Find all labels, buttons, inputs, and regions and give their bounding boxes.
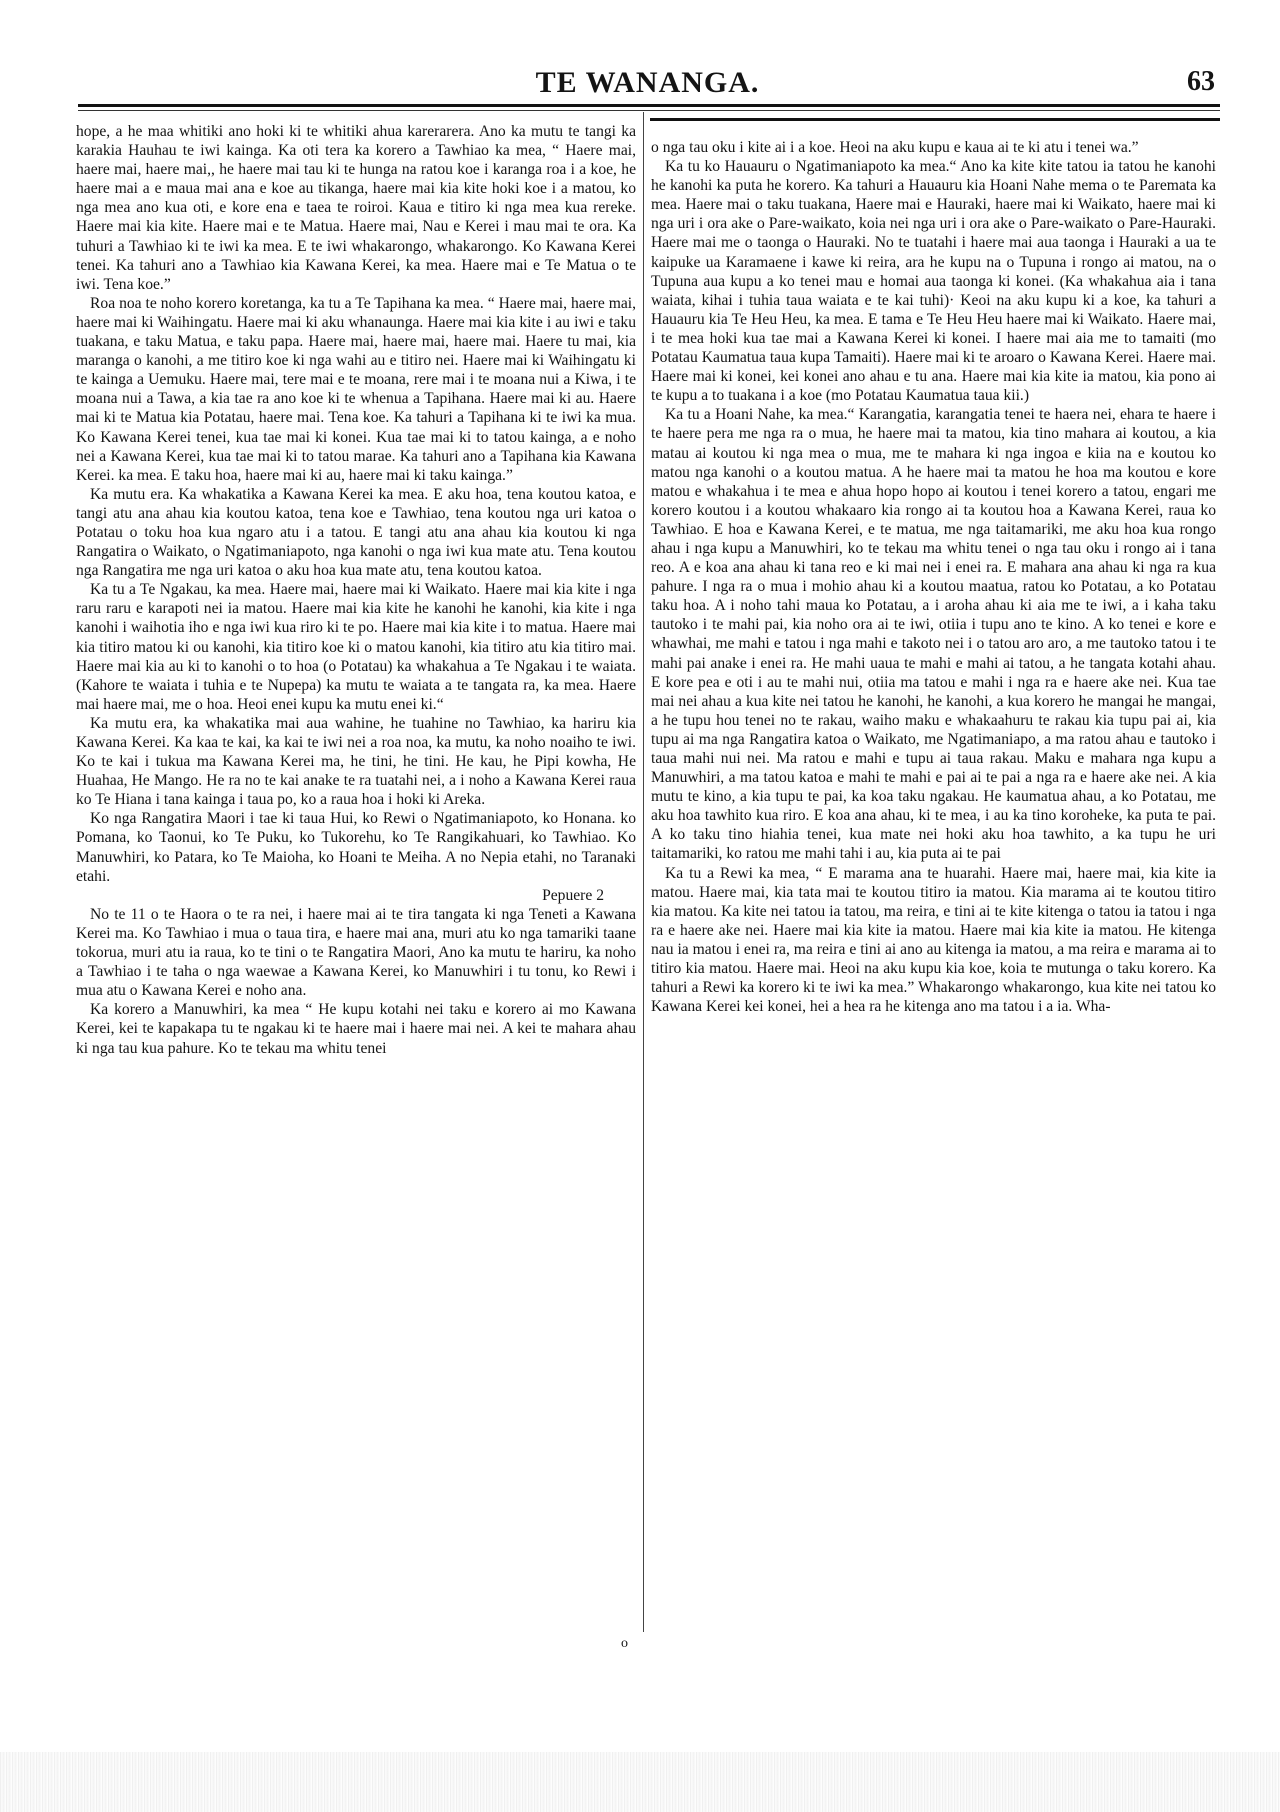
paragraph: Ka tu a Te Ngakau, ka mea. Haere mai, haere mai ki Waikato. Haere mai kia kite i nga raru raru e karapoti nei ia matou. Haere mai kia kite he kanohi he kanohi, kia kite i nga kanohi i waihotia iho e nga iwi kua riro ki te po. Haere mai kia kite i to matua. Haere mai kia titiro matou ki ou kanohi, kia titiro koe ki o matou kanohi, kia titiro atu kia titiro mai. Haere mai kia au ki to kanohi o to hoa (o Potatau) ka whakahua a Te Ngakau i te waiata. (Kahore te waiata i tuhia e te Nupepa) ka mutu te waiata a te tangata ra, ka mea. Haere mai haere mai, me o hoa. Heoi enei kupu ka mutu enei ki.“ [76, 581, 636, 713]
scan-noise-strip [0, 1752, 1280, 1812]
header-rule-thin [78, 110, 1220, 111]
paragraph: Ko nga Rangatira Maori i tae ki taua Hui, ko Rewi o Ngatimaniapoto, ko Honana. ko Pomana, ko Taonui, ko Te Puku, ko Tukorehu, ko Te Rangikahuari, ko Tawhiao. Ko Manuwhiri, ko Patara, ko Te Maioha, ko Hoani te Meiha. A no Nepia etahi, no Taranaki etahi. [76, 810, 636, 885]
dateline: Pepuere 2 [542, 886, 604, 904]
paragraph: hope, a he maa whitiki ano hoki ki te whitiki ahua karerarera. Ano ka mutu te tangi ka karakia Hauhau te iwi kainga. Ka oti tera ka korero a Tawhiao ka mea, “ Haere mai, haere mai, haere mai,, he haere mai tau ki te hunga na ratou koe i karanga roa i a koe, he haere mai a e maua mai ana e koe au tikanga, haere mai kia kite hoki koe i a matou, ko nga mea ano kua oti, e kore ena e taea te roiroi. Kaua e titiro ki nga mea kua rereke. Haere mai kia kite. Haere mai e te Matua. Haere mai, Nau e Kerei i mau mai te ora. Ka tuhuri a Tawhiao ki te iwi ka mea. E te iwi whakarongo, whakarongo. Ko Kawana Kerei tenei. Ka tahuri ano a Tawhiao kia Kawana Kerei, ka mea. Haere mai e Te Matua o te iwi. Tena koe.” [76, 123, 636, 293]
footer-mark: o [621, 1636, 628, 1651]
paragraph: o nga tau oku i kite ai i a koe. Heoi na aku kupu e kaua ai te ki atu i tenei wa.” [651, 139, 1139, 156]
paragraph: Ka korero a Manuwhiri, ka mea “ He kupu kotahi nei taku e korero ai mo Kawana Kerei, kei te kapakapa tu te ngakau ki te haere mai i haere mai nei. A kei te mahara ahau ki nga tau kua pahure. Ko te tekau ma whitu tenei [76, 1001, 636, 1057]
paragraph: Ka tu a Rewi ka mea, “ E marama ana te huarahi. Haere mai, haere mai, kia kite ia matou. Haere mai, kia tata mai te koutou titiro ia matou. Kia marama ai te koutou titiro kia matou. Ka kite nei tatou ia tatou, ma reira, e tini ai te kite kitenga o tatou ia tatou i nga ra e haere ake nei. Haere mai kia kite ia matou. Haere mai kia kite ia matou. He kitenga nau ia matou i enei ra, ma reira e tini ai ano au kitenga ia matou, a ma reira e marama ai to titiro kia matou. Haere mai. Heoi na aku kupu kia koe, koia te mutunga o taku korero. Ka tahuri a Rewi ka korero ki te iwi ka mea.” Whakarongo whakarongo, kua kite nei tatou ko Kawana Kerei kei konei, hei a hea ra he kitenga ano ma tatou i a ia. Wha- [651, 864, 1216, 1016]
masthead [80, 66, 1215, 106]
right-column-rule [650, 118, 1220, 121]
paragraph: Ka tu a Hoani Nahe, ka mea.“ Karangatia, karangatia tenei te haera nei, ehara te haere i te haere pera me nga ra o mua, he haere mai ta matou, kia tino mahara ai koutou, a kia matau ai koutou ki nga mea o mua, me te mahara ki nga ingoa e kiia na e koutou ko matou nga kanohi o a koutou matua. A he haere mai ta matou he hoa ma koutou e kore matou e whakahua i te mea e ahua hopo hopo ai koutou i tenei korero a tatou, engari me korero koutou i a koutou whakaaro kia rongo ai ta koutou hoa a Kawana Kerei, raua ko Tawhiao. E hoa e Kawana Kerei, e te matua, me nga taitamariki, me aku hoa kua rongo ahau i nga kupu a Manuwhiri, ko te tekau ma whitu tenei o nga tau oku i rongo ai i tana reo. A e koa ana ahau ki tana reo e ki mai nei i enei ra. E mahara ana ahau ki nga ra kua pahure. I nga ra o mua i mohio ahau ki a koutou maatua, ratou ko Potatau, a ko Potatau taku hoa. A i noho tahi maua ko Potatau, a i aroha ahau ki aia me te iwi, a i kaha taku tautoko i te mahi pai, kia noho ora ai te iwi, otiia i tupu ano te kino. A ko tenei e kore e whawhai, me mahi e tatou i nga mahi e takoto nei i o tatou aro aro, a me tautoko tatou i te mahi pai anake i enei ra. He mahi uaua te mahi e mahi ai tatou, a he tangata kotahi ahau. E kore pea e oti i au te mahi nui, otiia ma tatou e mahi i nga ra e haere ake nei. Kua tae mai nei ahau a kua kite nei tatou he kanohi, he kanohi, a kua korero he mangai he mangai, a he tupu hou tenei no te rakau, waiho maku e whakaahuru te rakau kia tupu pai ai, kia tupu ai ma nga Rangatira katoa o Waikato, me Ngatimaniapo, a ma ratou ahau e tautoko i taua mahi nui nei. Ma ratou e mahi e tupu ai taua rakau. Maku e mahara nga kupu a Manuwhiri, a ma tatou katoa e mahi te mahi e pai ai te pai a nga ra e haere ake nei. A kia mutu te kino, a kia tupu te pai, ka koa taku ngakau. He kaumatua ahau, a ko Potatau, me aku hoa tawhito kua riro. E koa ana ahau, ki te mea, i au ka tino koroheke, ka puta te pai. A ko taku tino hiahia tenei, kua mate nei hoki aku hoa tawhito, a ka tupu he uri taitamariki, ko ratou me mahi tahi i au, kia puta ai te pai [651, 406, 1216, 863]
header-rule-thick [78, 104, 1220, 107]
column-divider [643, 112, 644, 1632]
paragraph: Ka tu ko Hauauru o Ngatimaniapoto ka mea.“ Ano ka kite kite tatou ia tatou he kanohi he kanohi ka puta he korero. Ka tahuri a Hauauru kia Hoani Nahe mema o te Paremata ka mea. Haere mai o taku tuakana, Haere mai e Hauraki, haere mai ki Waikato, haere mai ki nga uri i ora ake o Pare-waikato, koia nei nga uri i ora ake o Pare-waikato o Pare-Hauraki. Haere mai me o taonga o Hauraki. No te tuatahi i haere mai aua taonga i Hauraki a ua te kaipuke ua Karamaene i kawe ki reira, ara he kupu na o Tupuna i rongo ai matou, na o Tupuna aua kupu a ko tenei mau e homai aua taonga ki konei. (Ka whakahua aia i tana waiata, kihai i tuhia taua waiata e te kai tuhi)· Keoi na aku kupu ki a koe, ka tahuri a Hauauru kia Te Heu Heu, ka mea. E tama e Te Heu Heu haere mai ki Waikato. Haere mai, i te mea hoki kua tae mai a Kawana Kerei ki konei. I haere mai aia me to tamaiti (mo Potatau Kaumatua taua kupa Tamaiti). Haere mai ki te aroaro o Kawana Kerei. Haere mai. Haere mai ki konei, kei konei ano ahau e tu ana. Haere mai kia kite ia matou, kia pono ai te kupu a to tuakana i a koe (mo Potatau Kaumatua taua kii.) [651, 158, 1216, 405]
paragraph: No te 11 o te Haora o te ra nei, i haere mai ai te tira tangata ki nga Teneti a Kawana Kerei ma. Ko Tawhiao i mua o taua tira, e haere mai ana, muri atu ko nga tamariki taane tokorua, muri atu ia raua, ko te tini o te Rangatira Maori, Ano ka mutu te hariru, ka noho a Tawhiao i te taha o nga waewae a Kawana Kerei, ko Manuwhiri i tu tonu, ko Rewi i mua atu o Kawana Kerei e noho ana. [76, 905, 636, 1000]
page-number: 63 [1187, 66, 1215, 97]
newspaper-title: TE WANANGA. [535, 66, 760, 99]
paragraph: Roa noa te noho korero koretanga, ka tu a Te Tapihana ka mea. “ Haere mai, haere mai, haere mai ki Waihingatu. Haere mai ki aku whanaunga. Haere mai kia kite i au iwi e taku tuakana, e taku Matua, e taku papa. Haere mai, haere mai, haere mai. Haere tu mai, kia maranga o kanohi, a me titiro koe ki nga wahi au e titiro nei. Haere mai ki Waihingatu ki te kainga a Uemuku. Haere mai, tere mai e te moana, rere mai i te moana nui a Kiwa, i te moana nui a Tawa, a kia tae ra ano koe ki te whenua a Tapihana. Haere mai ki au. Haere mai ki te Matua kia Potatau, haere mai. Tena koe. Ka tahuri a Tapihana ki te iwi ka mua. Ko Kawana Kerei tenei, kua tae mai ki konei. Kua tae mai ki to tatou kainga, a e noho nei a Kawana Kerei, kua tae mai ki to tatou marae. Ka tahuri ano a Tapihana kia Kawana Kerei. ka mea. E taku hoa, haere mai ki au, haere mai ki taku kainga.” [76, 294, 636, 484]
paragraph: Ka mutu era, ka whakatika mai aua wahine, he tuahine no Tawhiao, ka hariru kia Kawana Kerei. Ka kaa te kai, ka kai te iwi nei a roa noa, ka mutu, ka noho noaiho te iwi. Ko te kai i tukua ma Kawana Kerei ma, he tini, he tini. He kau, he Pipi kowha, He Huahaa, He Mango. He ra no te kai anake te ra tuatahi nei, a i noho a Kawana Kerei raua ko Te Hiana i tana kainga i taua po, ko a raua hoa i hoki ki Areka. [76, 714, 636, 809]
paragraph: Ka mutu era. Ka whakatika a Kawana Kerei ka mea. E aku hoa, tena koutou katoa, e tangi atu ana ahau kia koutou katoa, tena koe e Tawhiao, tena koutou nga uri katoa o Potatau o toku hoa kua ngaro atu i a tatou. E tangi atu ana ahau kia koutou ki nga Rangatira o Waikato, o Ngatimaniapoto, nga kanohi o nga iwi kua mate atu. Tena koutou nga Rangatira me nga uri katoa o aku hoa kua mate atu, tena koutou katoa. [76, 485, 636, 580]
right-column [651, 138, 1216, 1016]
left-column [76, 122, 636, 1058]
